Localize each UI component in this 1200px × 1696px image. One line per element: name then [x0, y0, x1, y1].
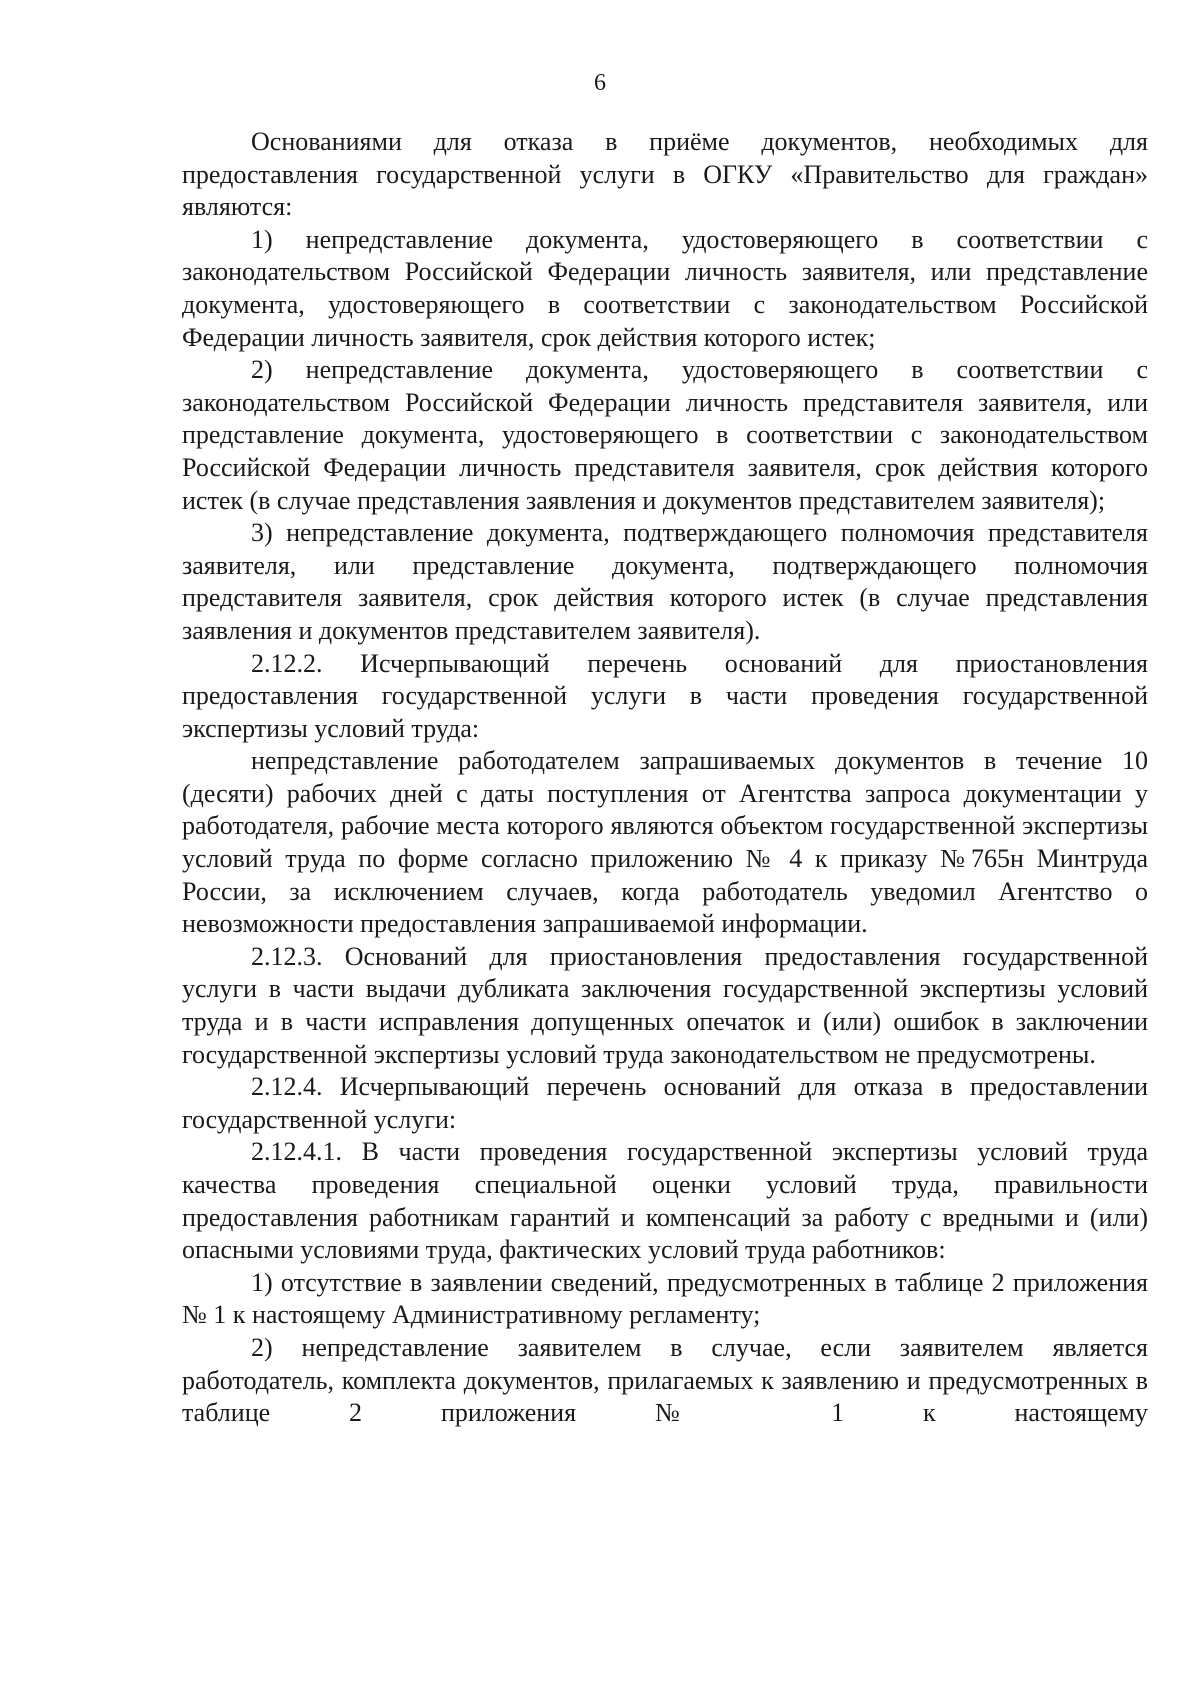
- paragraph-refusal-grounds-intro: Основаниями для отказа в приёме документов, необходимых для предоставления государственной услуги в ОГКУ «Правительство для граждан» являются:: [182, 127, 1148, 222]
- document-body: [182, 126, 1148, 1430]
- paragraph-2-12-4: 2.12.4. Исчерпывающий перечень оснований для отказа в предоставлении государственной услуги:: [182, 1072, 1148, 1134]
- paragraph-2-12-4-1-item-1: 1) отсутствие в заявлении сведений, предусмотренных в таблице 2 приложения № 1 к настоящему Административному регламенту;: [182, 1267, 1148, 1330]
- paragraph-2-12-4-1-item-2: 2) непредставление заявителем в случае, если заявителем является работодатель, комплекта документов, прилагаемых к заявлению и предусмотренных в таблице 2 приложения № 1 к настоящему: [182, 1332, 1148, 1428]
- page-number: 6: [594, 70, 606, 96]
- paragraph-2-12-3: 2.12.3. Оснований для приостановления предоставления государственной услуги в части выдачи дубликата заключения государственной экспертизы условий труда и в части исправления допущенных опечаток и (или) ошибок в заключении государственной экспертизы условий труда законодательством не предусмотрены.: [182, 941, 1148, 1069]
- paragraph-2-12-2: 2.12.2. Исчерпывающий перечень оснований для приостановления предоставления государственной услуги в части проведения государственной экспертизы условий труда:: [182, 648, 1148, 743]
- paragraph-refusal-item-3: 3) непредставление документа, подтверждающего полномочия представителя заявителя, или представление документа, подтверждающего полномочия представителя заявителя, срок действия которого истек (в случае представления заявления и документов представителем заявителя).: [182, 518, 1148, 645]
- paragraph-2-12-4-1: 2.12.4.1. В части проведения государственной экспертизы условий труда качества проведения специальной оценки условий труда, правильности предоставления работникам гарантий и компенсаций за работу с вредными и (или) опасными условиями труда, фактических условий труда работников:: [182, 1137, 1148, 1265]
- paragraph-2-12-2-detail: непредставление работодателем запрашиваемых документов в течение 10 (десяти) рабочих дней с даты поступления от Агентства запроса документации у работодателя, рабочие места которого являются объектом государственной экспертизы условий труда по форме согласно приложению № 4 к приказу №765н Минтруда России, за исключением случаев, когда работодатель уведомил Агентство о невозможности предоставления запрашиваемой информации.: [182, 746, 1148, 939]
- paragraph-refusal-item-2: 2) непредставление документа, удостоверяющего в соответствии с законодательством Российской Федерации личность представителя заявителя, или представление документа, удостоверяющего в соответствии с законодательством Российской Федерации личность представителя заявителя, срок действия которого истек (в случае представления заявления и документов представителем заявителя);: [182, 355, 1148, 515]
- paragraph-refusal-item-1: 1) непредставление документа, удостоверяющего в соответствии с законодательством Российской Федерации личность заявителя, или представление документа, удостоверяющего в соответствии с законодательством Российской Федерации личность заявителя, срок действия которого истек;: [182, 224, 1148, 352]
